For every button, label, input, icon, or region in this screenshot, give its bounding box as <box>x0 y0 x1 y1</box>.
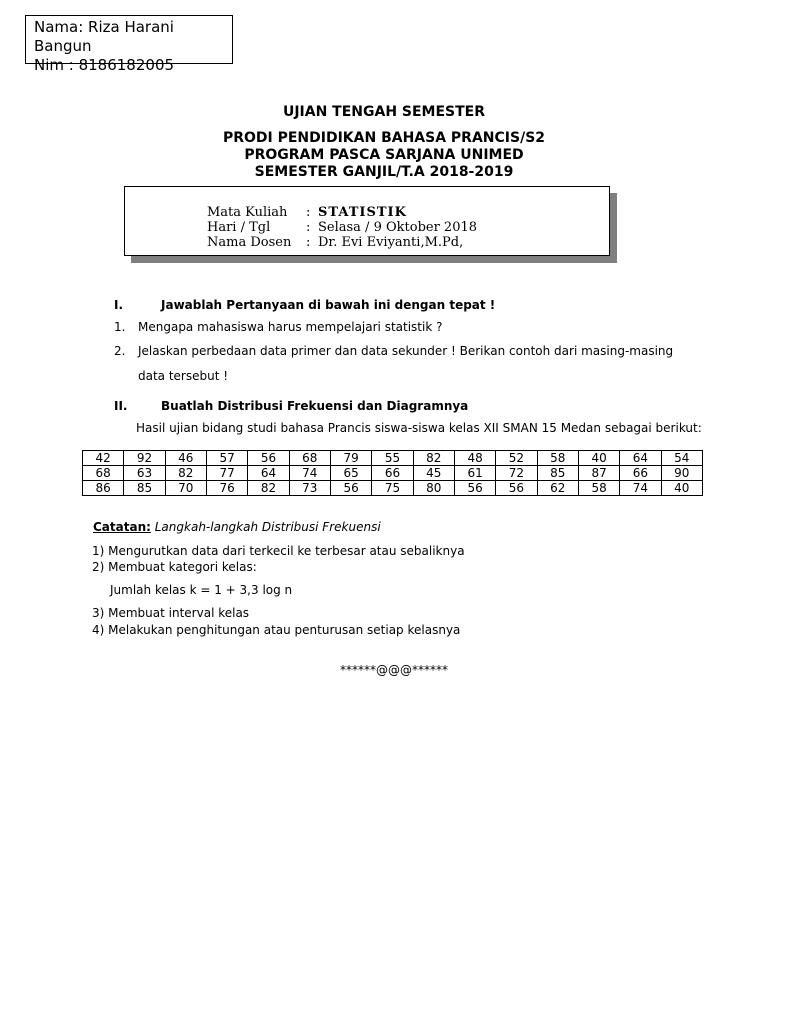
score-cell: 55 <box>372 451 413 466</box>
section2-title: Buatlah Distribusi Frekuensi dan Diagramnya <box>161 399 469 413</box>
question2-text-cont: data tersebut ! <box>138 369 229 383</box>
question1-text: Mengapa mahasiswa harus mempelajari statistik ? <box>138 320 443 334</box>
score-cell: 87 <box>578 466 619 481</box>
score-cell: 72 <box>496 466 537 481</box>
course-lecturer: Dr. Evi Eviyanti,M.Pd, <box>318 235 464 250</box>
student-name-cont: Bangun <box>34 37 92 55</box>
course-row-date: Hari / Tgl : Selasa / 9 Oktober 2018 <box>207 220 478 235</box>
score-cell: 46 <box>165 451 206 466</box>
score-cell: 64 <box>248 466 289 481</box>
score-cell: 66 <box>372 466 413 481</box>
course-date: Selasa / 9 Oktober 2018 <box>318 220 478 235</box>
score-cell: 90 <box>661 466 702 481</box>
score-cell: 57 <box>206 451 247 466</box>
score-cell: 92 <box>124 451 165 466</box>
section1-number: I. <box>114 298 124 312</box>
notes-title: Langkah-langkah Distribusi Frekuensi <box>154 520 381 534</box>
table-row <box>83 481 703 496</box>
score-cell: 82 <box>165 466 206 481</box>
score-cell: 74 <box>620 481 661 496</box>
course-info-box <box>124 186 610 256</box>
score-cell: 82 <box>248 481 289 496</box>
score-cell: 85 <box>124 481 165 496</box>
notes-heading <box>93 520 381 534</box>
school-line: PROGRAM PASCA SARJANA UNIMED <box>244 147 524 163</box>
score-cell: 40 <box>578 451 619 466</box>
scores-table <box>82 450 703 496</box>
score-cell: 77 <box>206 466 247 481</box>
score-cell: 56 <box>330 481 371 496</box>
score-cell: 58 <box>578 481 619 496</box>
closing-separator: ******@@@****** <box>340 663 448 677</box>
score-cell: 66 <box>620 466 661 481</box>
semester-line: SEMESTER GANJIL/T.A 2018-2019 <box>254 164 514 180</box>
score-cell: 42 <box>83 451 124 466</box>
score-cell: 61 <box>454 466 495 481</box>
score-cell: 56 <box>454 481 495 496</box>
score-cell: 86 <box>83 481 124 496</box>
score-cell: 56 <box>496 481 537 496</box>
student-name: Nama: Riza Harani <box>34 18 174 36</box>
question2-number: 2. <box>114 344 126 358</box>
score-cell: 62 <box>537 481 578 496</box>
score-cell: 73 <box>289 481 330 496</box>
section2-number: II. <box>114 399 128 413</box>
note-step-4: 4) Melakukan penghitungan atau penturusan setiap kelasnya <box>92 623 461 637</box>
note-step-1: 1) Mengurutkan data dari terkecil ke terbesar atau sebaliknya <box>92 544 465 558</box>
note-step-2: 2) Membuat kategori kelas: <box>92 560 257 574</box>
question1-number: 1. <box>114 320 126 334</box>
section1-title: Jawablah Pertanyaan di bawah ini dengan tepat ! <box>161 298 496 312</box>
table-row <box>83 466 703 481</box>
score-cell: 70 <box>165 481 206 496</box>
score-cell: 64 <box>620 451 661 466</box>
score-cell: 82 <box>413 451 454 466</box>
notes-label: Catatan: <box>93 520 151 534</box>
score-cell: 68 <box>289 451 330 466</box>
score-cell: 79 <box>330 451 371 466</box>
score-cell: 80 <box>413 481 454 496</box>
score-cell: 76 <box>206 481 247 496</box>
question2-text: Jelaskan perbedaan data primer dan data sekunder ! Berikan contoh dari masing-masing <box>138 344 674 358</box>
note-step-3: 3) Membuat interval kelas <box>92 606 250 620</box>
table-row <box>83 451 703 466</box>
course-subject: STATISTIK <box>318 205 407 220</box>
score-cell: 74 <box>289 466 330 481</box>
student-name-box <box>25 15 233 74</box>
score-cell: 56 <box>248 451 289 466</box>
score-cell: 52 <box>496 451 537 466</box>
note-formula: Jumlah kelas k = 1 + 3,3 log n <box>110 583 293 597</box>
student-nim: Nim : 8186182005 <box>34 56 175 74</box>
score-cell: 63 <box>124 466 165 481</box>
score-cell: 40 <box>661 481 702 496</box>
score-cell: 85 <box>537 466 578 481</box>
score-cell: 75 <box>372 481 413 496</box>
score-cell: 58 <box>537 451 578 466</box>
score-cell: 54 <box>661 451 702 466</box>
score-cell: 45 <box>413 466 454 481</box>
exam-title: UJIAN TENGAH SEMESTER <box>282 104 486 120</box>
course-row-subject: Mata Kuliah : STATISTIK <box>207 205 407 220</box>
section2-intro: Hasil ujian bidang studi bahasa Prancis siswa-siswa kelas XII SMAN 15 Medan sebagai berikut: <box>136 421 702 435</box>
score-cell: 65 <box>330 466 371 481</box>
score-cell: 68 <box>83 466 124 481</box>
score-cell: 48 <box>454 451 495 466</box>
program-line: PRODI PENDIDIKAN BAHASA PRANCIS/S2 <box>222 130 546 146</box>
course-row-lecturer: Nama Dosen : Dr. Evi Eviyanti,M.Pd, <box>207 235 464 250</box>
